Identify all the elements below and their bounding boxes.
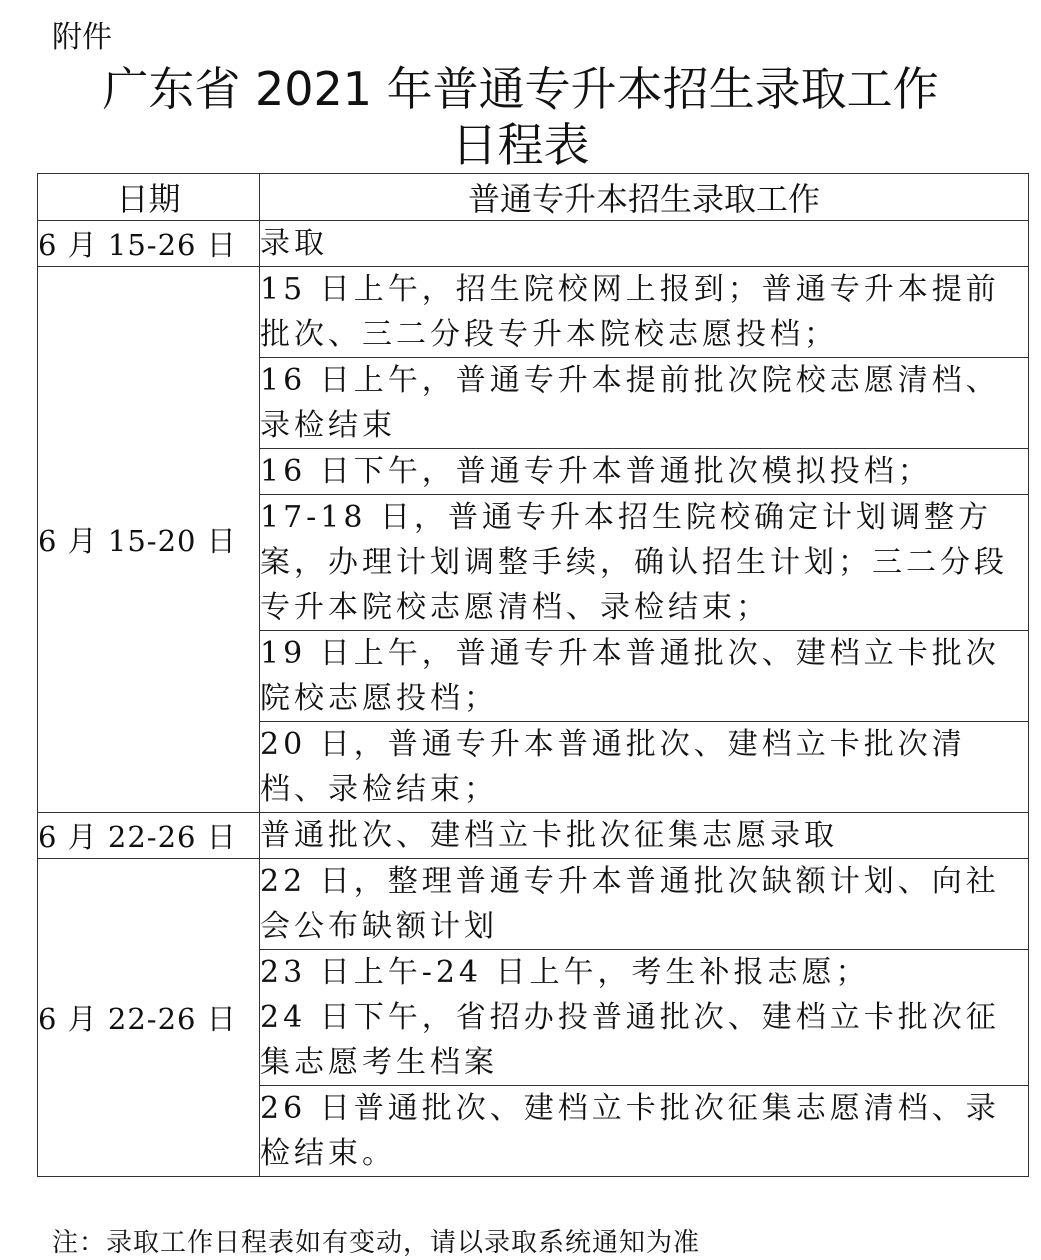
date-cell: 6 月 15-20 日 [38,267,260,813]
work-line: 24 日下午，省招办投普通批次、建档立卡批次征集志愿考生档案 [260,1000,1000,1080]
work-cell: 20 日，普通专升本普通批次、建档立卡批次清档、录检结束； [260,722,1029,813]
schedule-table [37,173,1029,1177]
work-cell: 26 日普通批次、建档立卡批次征集志愿清档、录检结束。 [260,1086,1029,1177]
work-cell: 录取 [260,221,1029,267]
work-cell: 16 日下午，普通专升本普通批次模拟投档； [260,449,1029,495]
table-row [38,859,1029,950]
table-row [38,267,1029,358]
work-cell: 普通批次、建档立卡批次征集志愿录取 [260,813,1029,859]
document-subtitle: 日程表 [451,118,590,172]
date-cell: 6 月 15-26 日 [38,221,260,267]
header-work: 普通专升本招生录取工作 [260,174,1029,221]
work-cell [260,950,1029,1086]
work-cell: 22 日，整理普通专升本普通批次缺额计划、向社会公布缺额计划 [260,859,1029,950]
table-row [38,813,1029,859]
document-title: 广东省 2021 年普通专升本招生录取工作 [102,62,939,116]
date-cell: 6 月 22-26 日 [38,859,260,1177]
date-cell: 6 月 22-26 日 [38,813,260,859]
work-cell: 15 日上午，招生院校网上报到；普通专升本提前批次、三二分段专升本院校志愿投档； [260,267,1029,358]
work-cell: 16 日上午，普通专升本提前批次院校志愿清档、录检结束 [260,358,1029,449]
footnote: 注：录取工作日程表如有变动，请以录取系统通知为准 [52,1228,701,1258]
work-cell: 17-18 日，普通专升本招生院校确定计划调整方案，办理计划调整手续，确认招生计划；三二分段专升本院校志愿清档、录检结束； [260,495,1029,631]
header-date: 日期 [38,174,260,221]
table-row [38,221,1029,267]
attachment-label: 附件 [52,20,112,55]
table-header-row [38,174,1029,221]
work-cell: 19 日上午，普通专升本普通批次、建档立卡批次院校志愿投档； [260,631,1029,722]
work-line: 23 日上午-24 日上午，考生补报志愿； [260,955,870,990]
